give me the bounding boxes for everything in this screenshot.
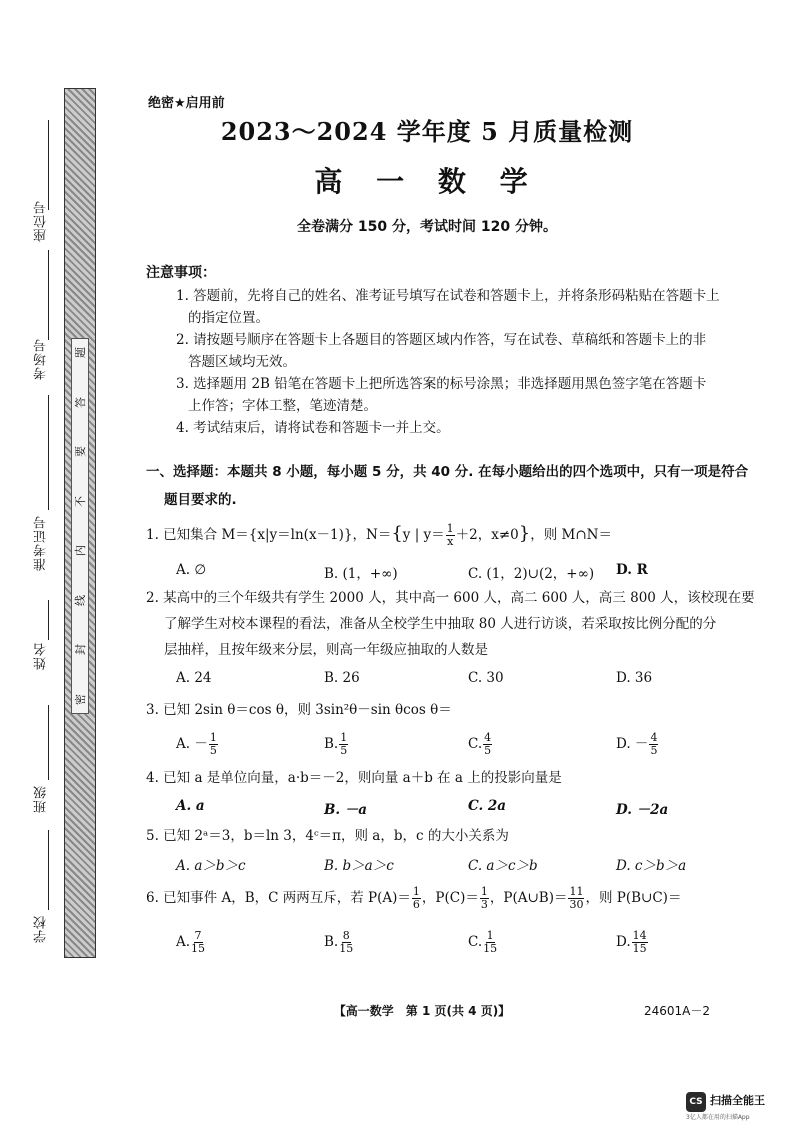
page-footer: 【高一数学 第 1 页(共 4 页)】 (333, 1004, 511, 1018)
seal-char: 封 (73, 644, 87, 656)
q3-option-d: D. － $\frac{4}{5}$ (616, 731, 658, 757)
room-label: 考场号 (34, 338, 49, 380)
subject-title: 高 一 数 学 (314, 165, 540, 198)
q5-option-d: D. c＞b＞a (616, 858, 687, 874)
q6-option-c: C. $\frac{1}{15}$ (468, 929, 498, 955)
q5-option-a: A. a＞b＞c (176, 858, 246, 874)
exam-title: 2023～2024 学年度 5 月质量检测 (220, 117, 634, 146)
q1-option-b: B. (1，+∞) (324, 566, 398, 582)
class-line (48, 705, 49, 780)
question-2-line: 了解学生对校本课程的看法，准备从全校学生中抽取 80 人进行访谈，若采取按比例分配的分 (164, 616, 717, 632)
question-2-line: 2. 某高中的三个年级共有学生 2000 人，其中高一 600 人，高二 600 人，高三 800 人，该校现在要 (146, 590, 755, 606)
school-line (48, 830, 49, 910)
class-label: 班级 (34, 785, 49, 813)
q3-option-b: B. $\frac{1}{5}$ (324, 731, 348, 757)
q6-option-d: D. $\frac{14}{15}$ (616, 929, 647, 955)
seal-char: 线 (73, 594, 87, 606)
q6-option-a: A. $\frac{7}{15}$ (176, 929, 206, 955)
seal-char: 内 (73, 545, 87, 557)
q5-option-b: B. b＞a＞c (324, 858, 394, 874)
question-3-stem: 3. 已知 2sin θ＝cos θ，则 3sin²θ－sin θcos θ＝ (146, 702, 452, 718)
name-line (48, 600, 49, 640)
seal-char: 答 (73, 396, 87, 408)
ticket-line (48, 395, 49, 510)
question-4-stem: 4. 已知 a 是单位向量，a·b＝－2，则向量 a＋b 在 a 上的投影向量是 (146, 770, 562, 786)
fraction: $\frac{1}{x}$ (446, 522, 454, 548)
score-note: 全卷满分 150 分，考试时间 120 分钟。 (297, 219, 557, 235)
section-heading: 一、选择题：本题共 8 小题，每小题 5 分，共 40 分. 在每小题给出的四个选项中，只有一项是符合 (146, 464, 749, 480)
q2-option-b: B. 26 (324, 670, 360, 686)
watermark-app: 扫描全能王 (710, 1094, 765, 1107)
q4-option-b: B. －a (324, 802, 368, 818)
q2-option-a: A. 24 (176, 670, 212, 686)
question-6-stem: 6. 已知事件 A，B，C 两两互斥，若 P(A)＝ $\frac{1}{6}$ ，P(C)＝ $\frac{1}{3}$ ，P(A∪B)＝ $\frac{11}{30}$ ，则 P(B∪C)＝ (146, 885, 682, 911)
room-line (48, 250, 49, 340)
section-heading-cont: 题目要求的. (164, 492, 237, 508)
seal-char: 要 (73, 446, 87, 458)
q2-option-d: D. 36 (616, 670, 653, 686)
question-1-stem: 1. 已知集合 M＝{x|y＝ln(x－1)}，N＝{y | y＝ $\frac{1}{x}$ ＋2，x≠0}，则 M∩N＝ (146, 522, 612, 548)
q3-option-a: A. － $\frac{1}{5}$ (176, 731, 217, 757)
q3-option-c: C. $\frac{4}{5}$ (468, 731, 492, 757)
notes-heading: 注意事项： (146, 265, 216, 281)
school-label: 学校 (34, 915, 49, 943)
note-line: 上作答；字体工整，笔迹清楚。 (188, 398, 377, 414)
note-line: 4. 考试结束后，请将试卷和答题卡一并上交。 (176, 420, 450, 436)
q4-option-a: A. a (176, 798, 205, 814)
q6-option-b: B. $\frac{8}{15}$ (324, 929, 354, 955)
camscanner-logo-icon: CS (686, 1092, 706, 1112)
question-5-stem: 5. 已知 2ᵃ＝3，b＝ln 3，4ᶜ＝π，则 a，b，c 的大小关系为 (146, 828, 509, 844)
q5-option-c: C. a＞c＞b (468, 858, 538, 874)
note-line: 答题区域均无效。 (188, 354, 296, 370)
seal-text (71, 338, 89, 714)
secret-tag: 绝密★启用前 (148, 96, 225, 111)
seal-char: 题 (73, 347, 87, 358)
name-label: 姓名 (34, 642, 49, 670)
q1-option-a: A. ∅ (176, 562, 207, 578)
ticket-label: 准考证号 (34, 515, 49, 571)
q4-option-d: D. －2a (616, 802, 669, 818)
question-2-line: 层抽样，且按年级来分层，则高一年级应抽取的人数是 (164, 642, 488, 658)
q1-option-c: C. (1，2)∪(2，+∞) (468, 566, 595, 582)
paper-code: 24601A－2 (644, 1004, 711, 1018)
note-line: 3. 选择题用 2B 铅笔在答题卡上把所选答案的标号涂黑；非选择题用黑色签字笔在答题卡 (176, 376, 707, 392)
seal-char: 密 (73, 693, 87, 705)
note-line: 1. 答题前，先将自己的姓名、准考证号填写在试卷和答题卡上，并将条形码粘贴在答题卡上 (176, 288, 720, 304)
note-line: 2. 请按题号顺序在答题卡上各题目的答题区域内作答，写在试卷、草稿纸和答题卡上的非 (176, 332, 707, 348)
q1-option-d: D. R (616, 562, 648, 578)
q2-option-c: C. 30 (468, 670, 504, 686)
watermark-sub: 3亿人都在用的扫描App (686, 1114, 750, 1121)
note-line: 的指定位置。 (188, 310, 269, 326)
q4-option-c: C. 2a (468, 798, 507, 814)
seal-char: 不 (73, 495, 87, 507)
seat-label: 座位号 (34, 200, 49, 242)
